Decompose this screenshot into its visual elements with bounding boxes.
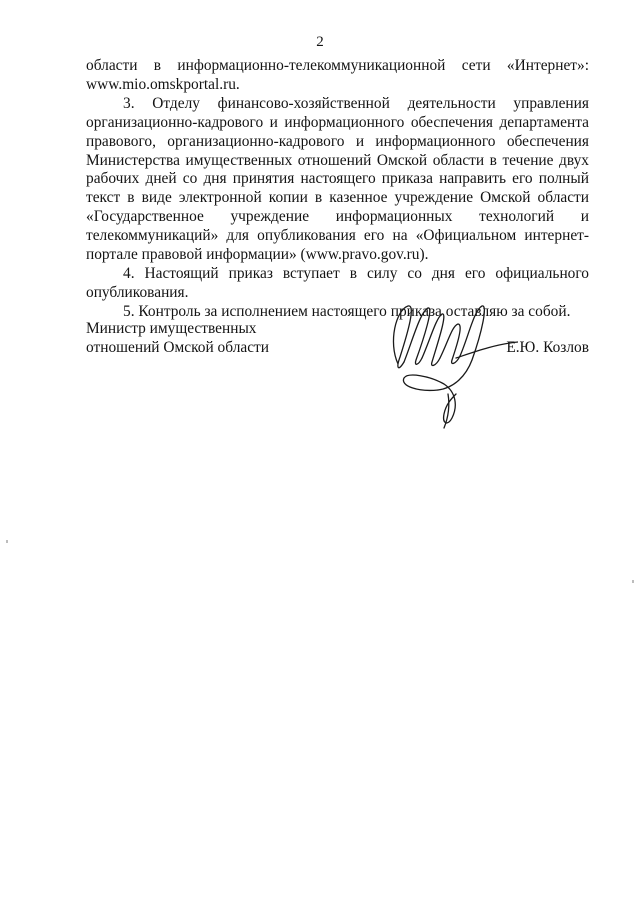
paragraph-line: Министерства имущественных отношений Омской области в течение двух <box>86 151 589 169</box>
handwritten-signature-image <box>378 302 518 432</box>
paragraph-line: телекоммуникаций» для опубликования его на «Официальном интернет- <box>86 227 589 245</box>
paragraph-line: опубликования. <box>86 283 189 301</box>
paragraph-item-4 <box>86 265 589 303</box>
paragraph-continuation <box>86 57 589 95</box>
paragraph-line: портале правовой информации» (www.pravo.gov.ru). <box>86 246 429 264</box>
paragraph-item-3 <box>86 95 589 265</box>
paragraph-line: области в информационно-телекоммуникационной сети «Интернет»: <box>86 57 589 74</box>
signatory-title-line: Министр имущественных <box>86 320 257 337</box>
paragraph-line: «Государственное учреждение информационных технологий и <box>86 208 589 226</box>
scan-speck <box>632 580 634 583</box>
signatory-title-line: отношений Омской области <box>86 338 269 356</box>
paragraph-line: правового, организационно-кадрового и информационного обеспечения <box>86 132 589 150</box>
paragraph-line: 4. Настоящий приказ вступает в силу со дня его официального <box>123 264 589 282</box>
paragraph-line: текст в виде электронной копии в казенное учреждение Омской области <box>86 189 589 207</box>
document-body <box>86 57 589 322</box>
paragraph-line: 3. Отделу финансово-хозяйственной деятельности управления <box>123 94 589 112</box>
paragraph-line: 5. Контроль за исполнением настоящего приказа оставляю за собой. <box>123 302 571 320</box>
page-number: 2 <box>316 34 324 50</box>
signature-block <box>86 320 589 440</box>
signatory-name: Е.Ю. Козлов <box>506 339 589 356</box>
paragraph-line: www.mio.omskportal.ru. <box>86 75 240 93</box>
paragraph-line: рабочих дней со дня принятия настоящего приказа направить его полный <box>86 170 589 188</box>
paragraph-line: организационно-кадрового и информационного обеспечения департамента <box>86 113 589 131</box>
scan-speck <box>6 540 8 543</box>
signatory-title <box>86 320 346 358</box>
